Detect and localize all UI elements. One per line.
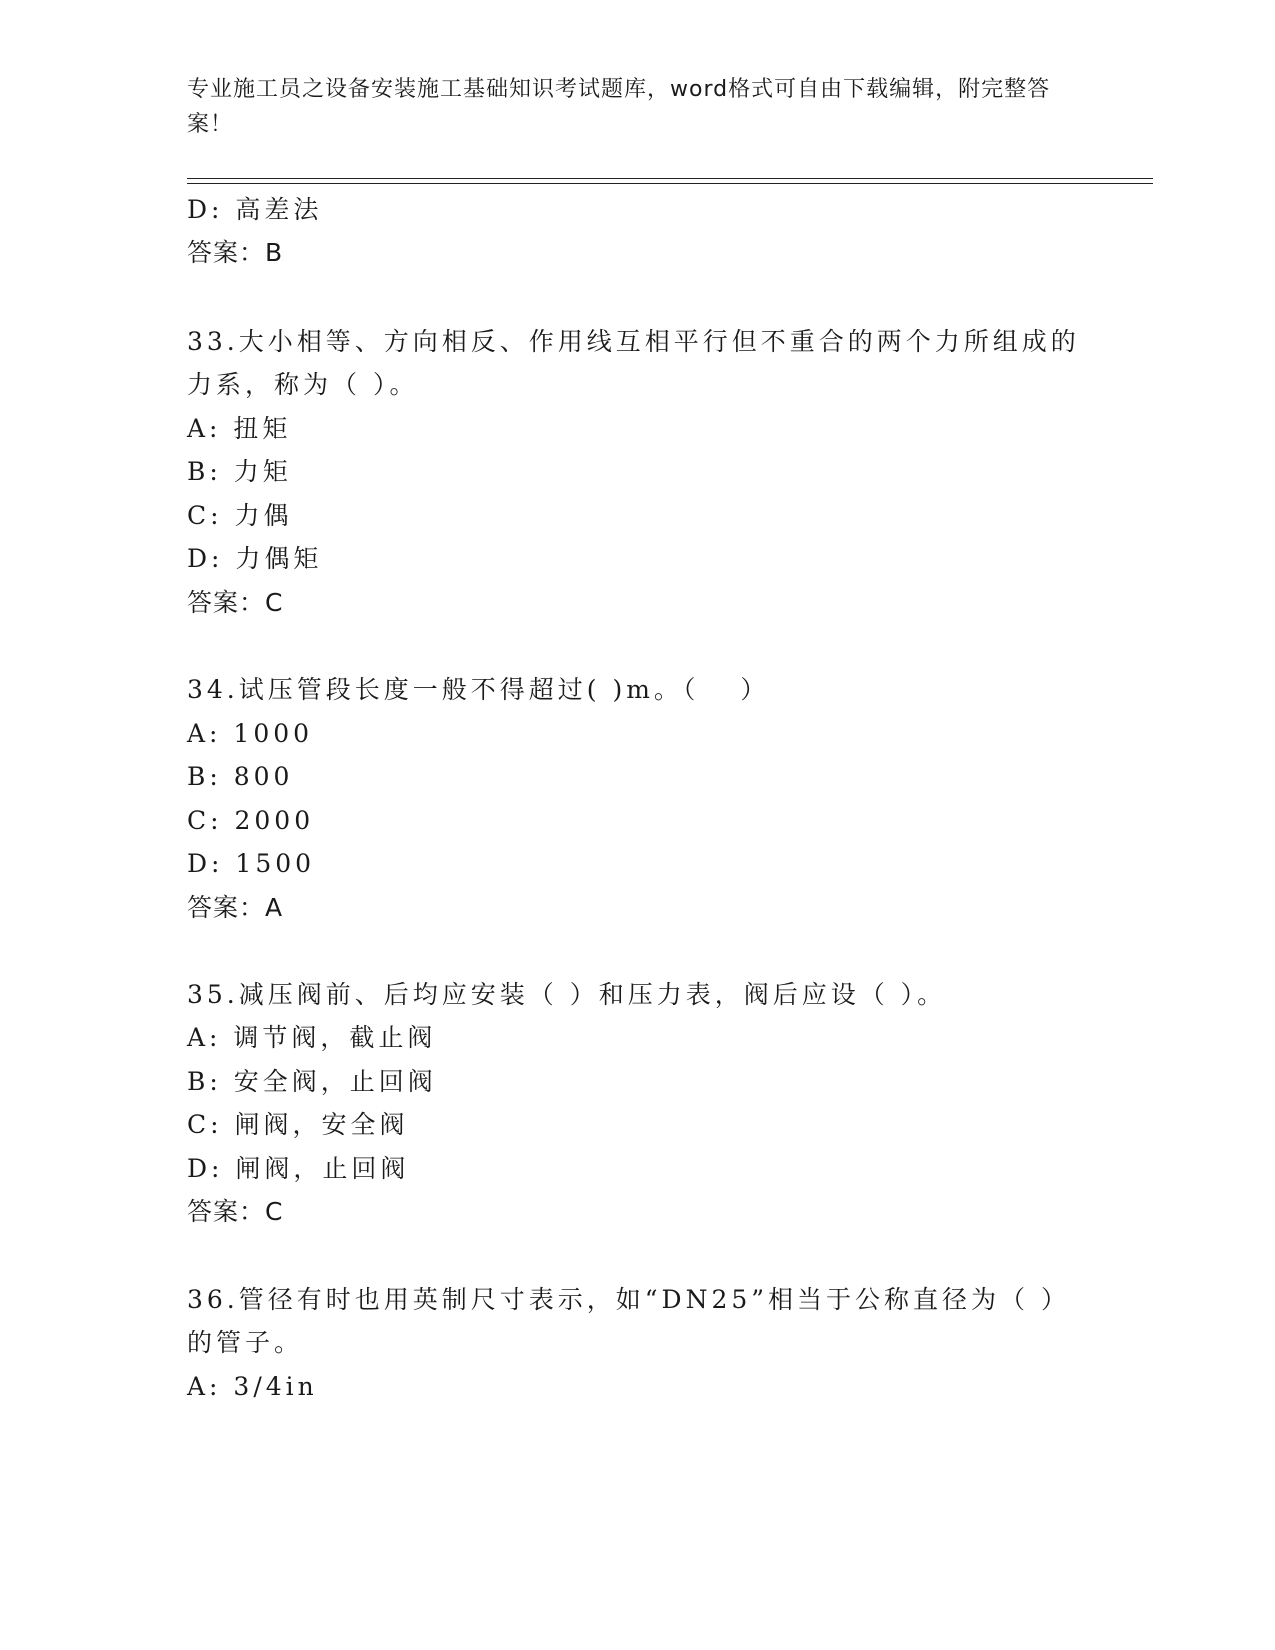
prev-answer: 答案：B [187,238,284,267]
q35-answer: 答案：C [187,1197,284,1226]
q33-option-a: A: 扭矩 [187,414,292,443]
header-divider-top [187,178,1153,179]
prev-option-d: D: 高差法 [187,195,323,224]
q36-stem-line2: 的管子。 [187,1328,304,1357]
q35-option-d: D: 闸阀，止回阀 [187,1154,410,1183]
q33-option-b: B: 力矩 [187,457,292,486]
header-divider-bottom [187,183,1153,184]
q35-stem-line1: 35.减压阀前、后均应安装（ ）和压力表，阀后应设（ ）。 [187,980,947,1009]
document-header: 专业施工员之设备安装施工基础知识考试题库，word格式可自由下载编辑，附完整答案！ [187,77,1051,137]
q33-option-c: C: 力偶 [187,501,293,530]
q33-option-d: D: 力偶矩 [187,544,323,573]
q34-stem-line1: 34.试压管段长度一般不得超过( )m。（ ） [187,675,770,704]
q36-option-a: A: 3/4in [187,1372,318,1401]
q35-option-c: C: 闸阀，安全阀 [187,1110,409,1139]
q35-option-b: B: 安全阀，止回阀 [187,1067,437,1096]
q33-stem-line2: 力系，称为（ ）。 [187,370,419,399]
q34-option-a: A: 1000 [187,719,314,748]
q35-option-a: A: 调节阀，截止阀 [187,1023,437,1052]
q36-stem-line1: 36.管径有时也用英制尺寸表示，如“DN25”相当于公称直径为（ ） [187,1285,1070,1314]
q34-option-b: B: 800 [187,762,294,791]
q33-answer: 答案：C [187,588,284,617]
q34-answer: 答案：A [187,893,284,922]
q34-option-d: D: 1500 [187,849,316,878]
q33-stem-line1: 33.大小相等、方向相反、作用线互相平行但不重合的两个力所组成的 [187,327,1080,356]
q34-option-c: C: 2000 [187,806,315,835]
